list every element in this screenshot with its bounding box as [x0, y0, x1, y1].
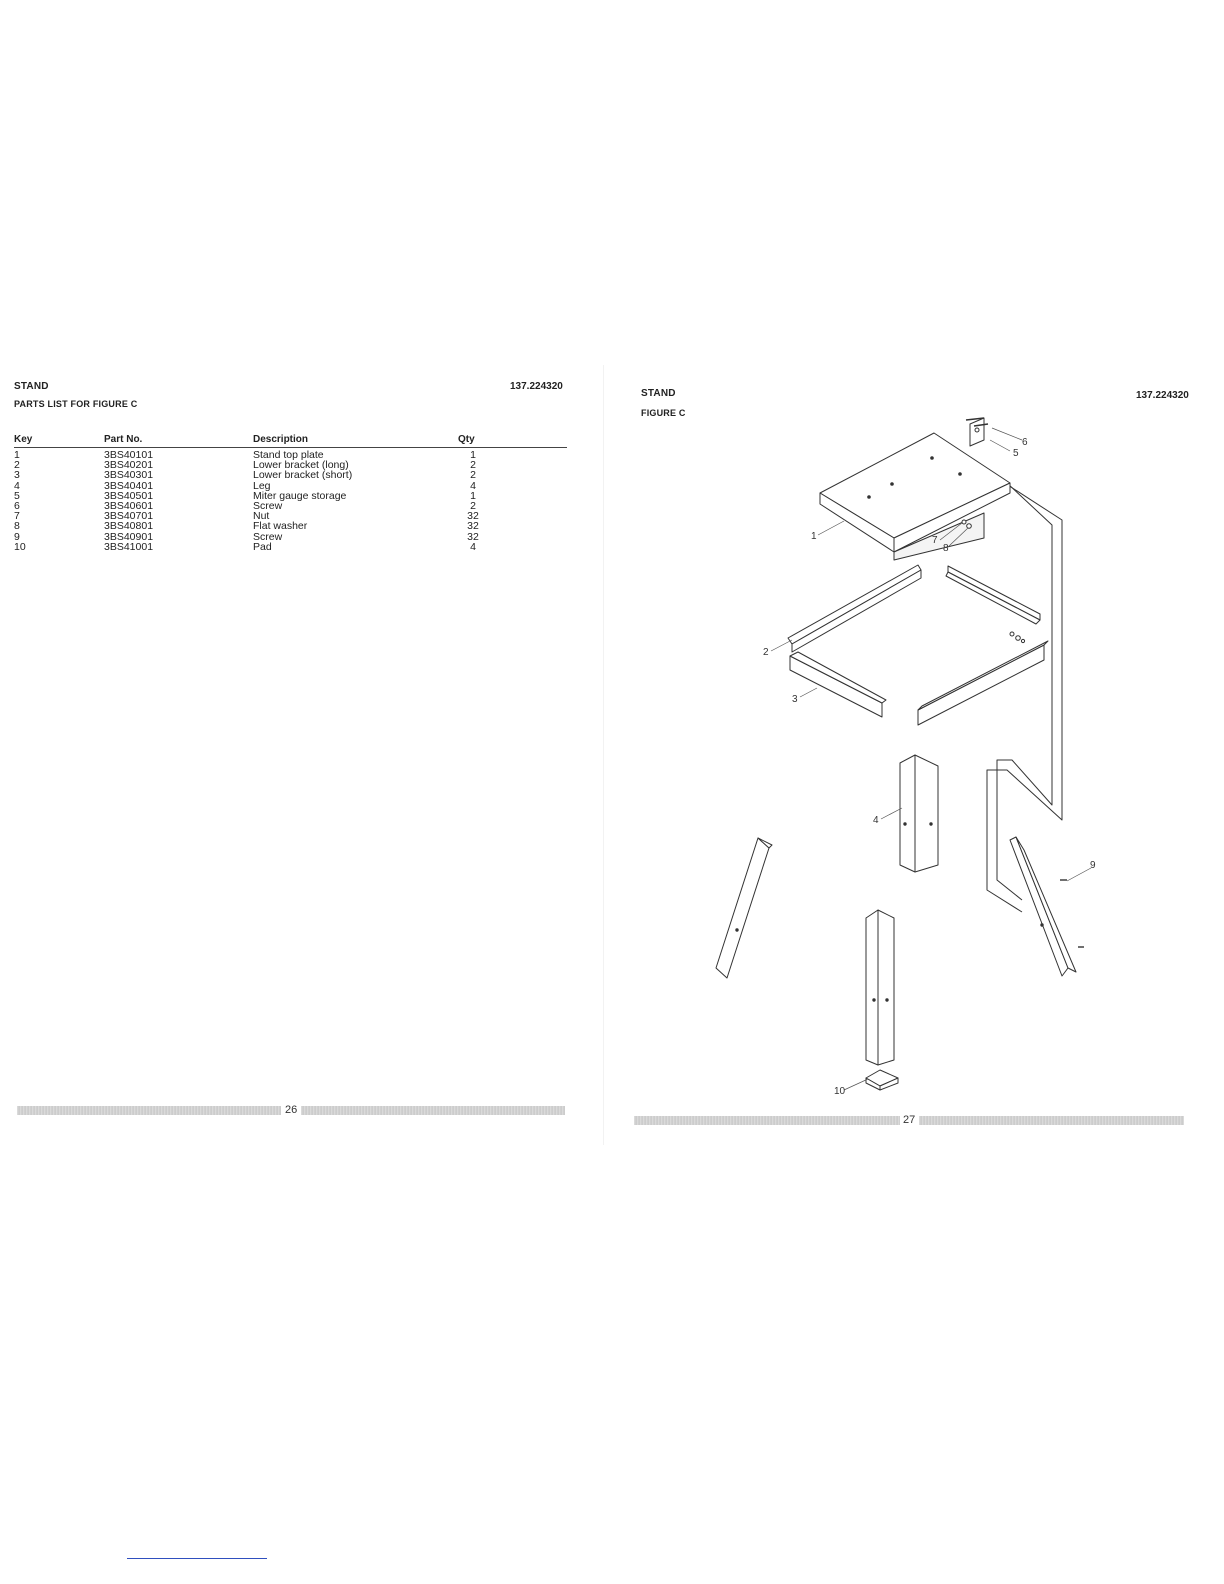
lower-bracket-short-left — [790, 652, 886, 717]
right-page — [612, 0, 1224, 1584]
row-key: 4 — [14, 479, 20, 492]
row-part-no: 3BS40501 — [104, 489, 154, 502]
leg-back — [900, 755, 938, 872]
page-title: STAND — [641, 388, 676, 399]
row-spacer — [488, 481, 567, 491]
callout-6: 6 — [1022, 437, 1028, 448]
screw-hardware — [1060, 880, 1084, 947]
page-subtitle: PARTS LIST FOR FIGURE C — [14, 399, 138, 409]
header-key: Key — [14, 434, 104, 448]
row-qty: 1 — [470, 449, 476, 461]
callout-10: 10 — [834, 1086, 846, 1097]
row-key: 6 — [14, 500, 20, 513]
row-part-no: 3BS40601 — [104, 500, 154, 513]
figure-label: FIGURE C — [641, 408, 686, 418]
row-part-no: 3BS40801 — [104, 520, 154, 533]
callout-7: 7 — [932, 535, 938, 546]
row-qty: 1 — [470, 489, 476, 502]
parts-list-body — [14, 448, 567, 553]
row-part-no: 3BS41001 — [104, 540, 154, 553]
table-row — [14, 542, 567, 552]
row-spacer — [488, 460, 567, 470]
exploded-view-diagram — [612, 0, 1224, 1584]
row-description: Nut — [253, 510, 270, 523]
row-description: Leg — [253, 479, 271, 492]
miter-gauge-storage — [970, 418, 984, 446]
row-part-no: 3BS40901 — [104, 530, 154, 543]
model-number: 137.224320 — [510, 381, 563, 392]
row-description: Pad — [253, 540, 272, 553]
header-qty: Qty — [458, 434, 488, 448]
pad — [866, 1070, 898, 1090]
row-spacer — [488, 470, 567, 480]
row-spacer — [488, 491, 567, 501]
row-key: 7 — [14, 510, 20, 523]
header-description: Description — [253, 434, 458, 448]
row-description: Flat washer — [253, 520, 308, 533]
page-title: STAND — [14, 381, 49, 392]
row-spacer — [488, 511, 567, 521]
row-qty: 4 — [470, 479, 476, 492]
row-key: 3 — [14, 469, 20, 482]
footer-bar-right — [919, 1116, 1184, 1125]
parts-list-table — [14, 434, 567, 552]
row-part-no: 3BS40201 — [104, 459, 154, 472]
leg-front-left — [716, 838, 772, 978]
leg-front-right — [1010, 837, 1076, 976]
page-footer-bar — [17, 1106, 565, 1115]
row-qty: 32 — [467, 510, 479, 523]
row-spacer — [488, 521, 567, 531]
table-row — [14, 532, 567, 542]
row-spacer — [488, 501, 567, 511]
row-key: 8 — [14, 520, 20, 533]
row-description: Miter gauge storage — [253, 489, 347, 502]
row-key: 2 — [14, 459, 20, 472]
row-qty: 2 — [470, 469, 476, 482]
row-part-no: 3BS40701 — [104, 510, 154, 523]
stand-top-plate — [820, 433, 1010, 560]
footer-bar-left — [17, 1106, 281, 1115]
table-row — [14, 521, 567, 531]
table-row — [14, 470, 567, 480]
row-qty: 2 — [470, 500, 476, 513]
row-qty: 2 — [470, 459, 476, 472]
page-footer-bar — [634, 1116, 1184, 1125]
table-header-row — [14, 434, 567, 448]
row-spacer — [488, 542, 567, 552]
row-qty: 4 — [470, 540, 476, 553]
callout-4: 4 — [873, 815, 879, 826]
model-number: 137.224320 — [1136, 390, 1189, 401]
power-cord — [987, 478, 1062, 912]
leg-front — [866, 910, 894, 1065]
lower-bracket-long-right — [946, 566, 1040, 624]
header-spacer — [488, 434, 567, 448]
row-part-no: 3BS40101 — [104, 449, 154, 461]
row-key: 5 — [14, 489, 20, 502]
row-key: 1 — [14, 449, 20, 461]
table-row — [14, 491, 567, 501]
row-description: Lower bracket (long) — [253, 459, 349, 472]
row-key: 10 — [14, 540, 26, 553]
callout-3: 3 — [792, 694, 798, 705]
callout-5: 5 — [1013, 448, 1019, 459]
footer-bar-right — [301, 1106, 565, 1115]
callout-1: 1 — [811, 531, 817, 542]
row-part-no: 3BS40401 — [104, 479, 154, 492]
row-key: 9 — [14, 530, 20, 543]
row-qty: 32 — [467, 530, 479, 543]
table-row — [14, 501, 567, 511]
row-description: Screw — [253, 530, 283, 543]
bottom-link-line — [127, 1558, 267, 1559]
left-page — [0, 0, 600, 1584]
row-description: Lower bracket (short) — [253, 469, 353, 482]
row-part-no: 3BS40301 — [104, 469, 154, 482]
page-number: 27 — [903, 1114, 916, 1126]
lower-bracket-short-right — [918, 641, 1048, 725]
callout-8: 8 — [943, 543, 949, 554]
row-qty: 32 — [467, 520, 479, 533]
row-description: Screw — [253, 500, 283, 513]
page-number: 26 — [285, 1104, 298, 1116]
callout-2: 2 — [763, 647, 769, 658]
lower-bracket-long-left — [788, 565, 921, 652]
power-cord-inner — [997, 483, 1052, 900]
row-spacer — [488, 532, 567, 542]
row-description: Stand top plate — [253, 449, 324, 461]
header-part-no: Part No. — [104, 434, 253, 448]
row-spacer — [488, 448, 567, 461]
page-gutter — [603, 365, 604, 1145]
callout-9: 9 — [1090, 860, 1096, 871]
footer-bar-left — [634, 1116, 900, 1125]
